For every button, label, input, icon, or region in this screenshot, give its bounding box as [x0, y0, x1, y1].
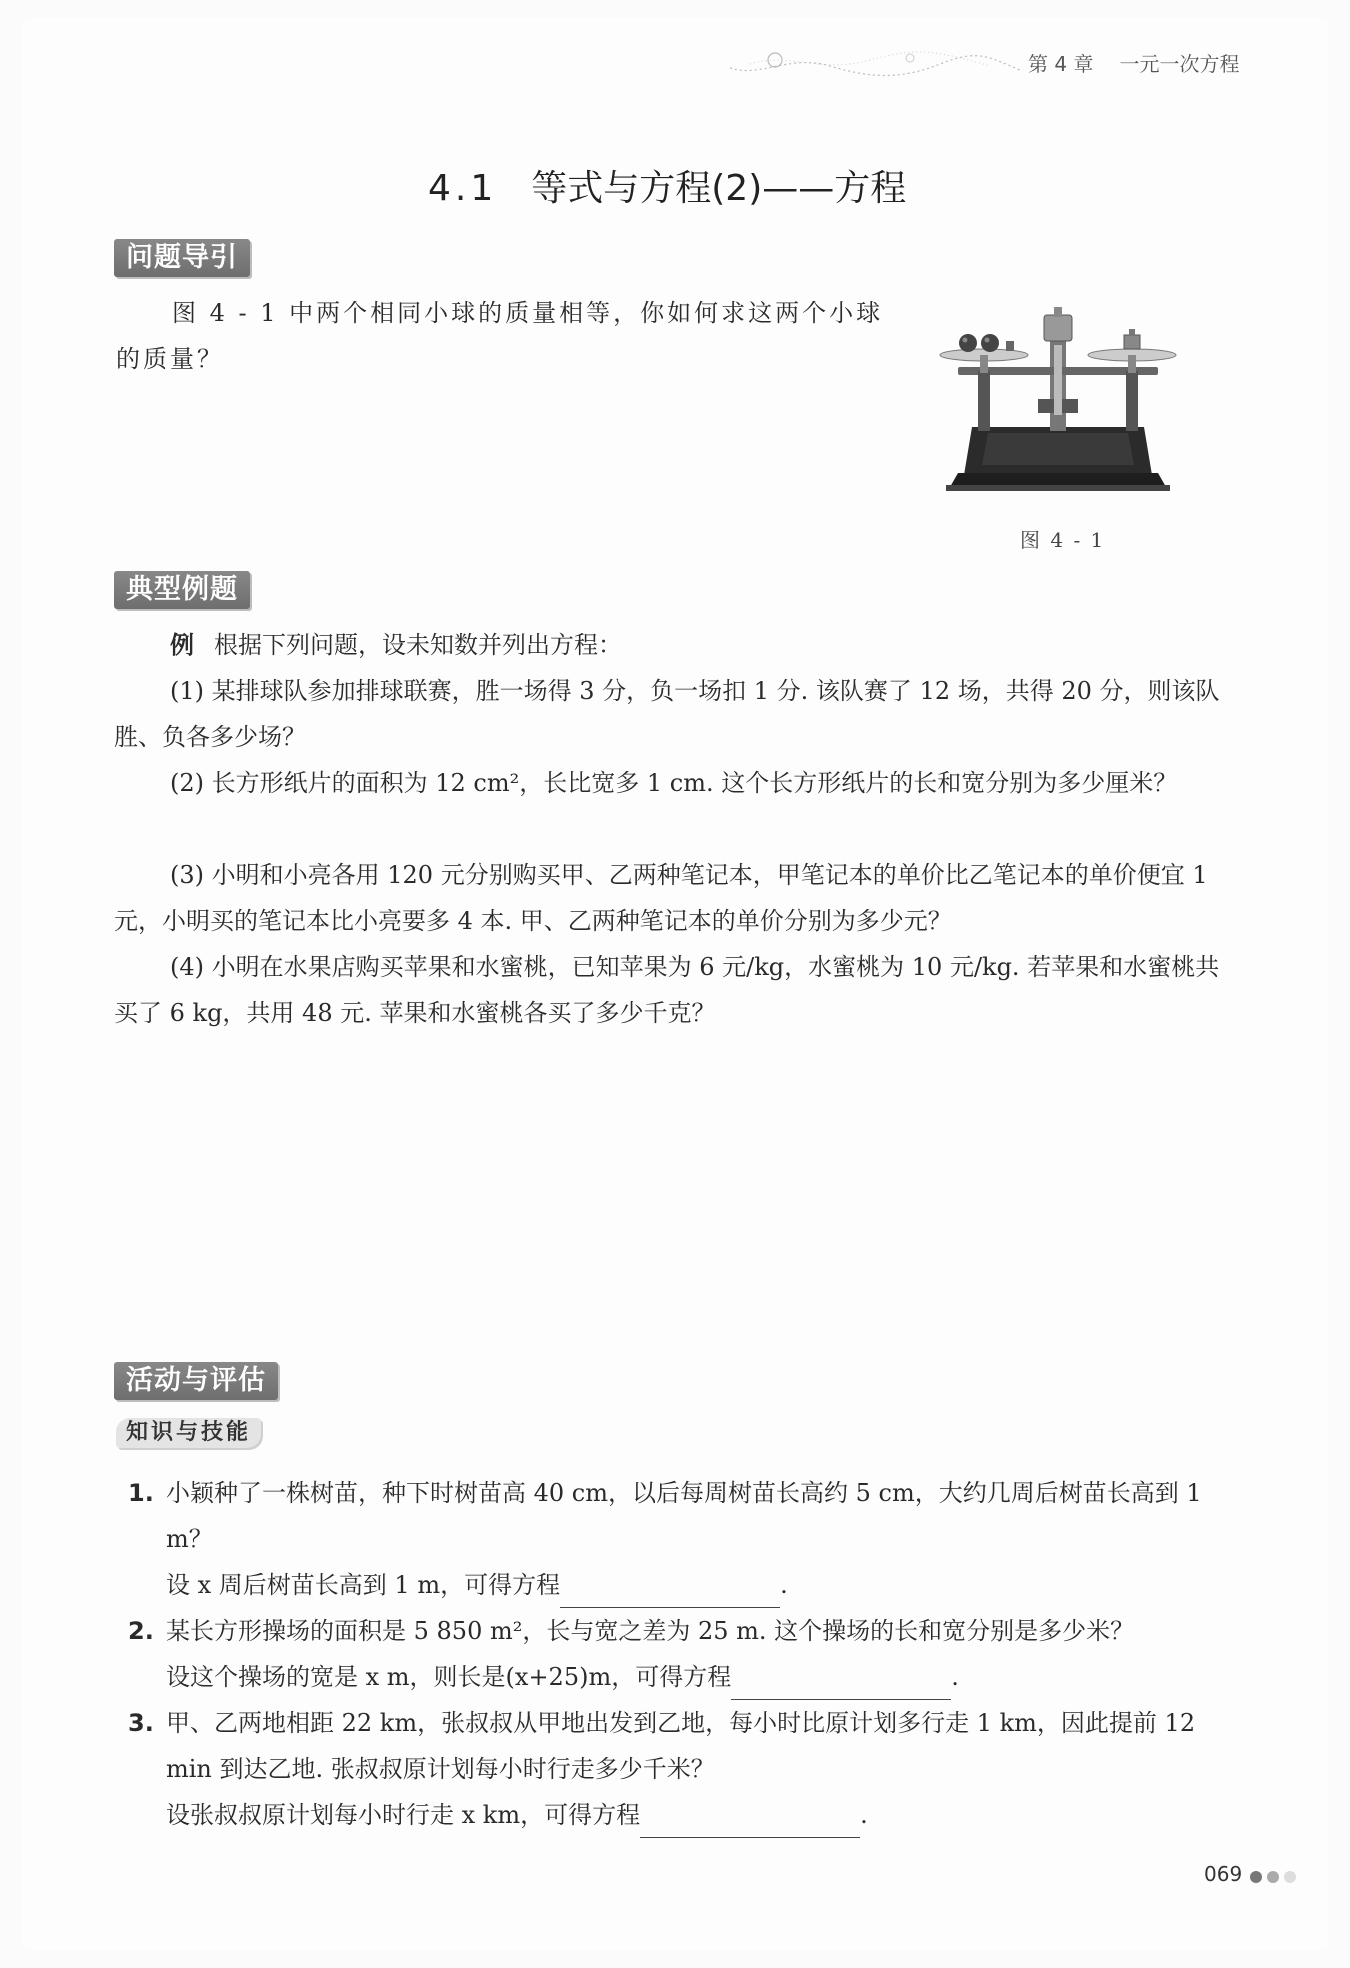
example-lead [170, 622, 622, 668]
question-1-prompt: 设 x 周后树苗长高到 1 m，可得方程 [166, 1571, 561, 1599]
question-3-text: 甲、乙两地相距 22 km，张叔叔从甲地出发到乙地，每小时比原计划多行走 1 km，因此提前 12 min 到达乙地. 张叔叔原计划每小时行走多少千米？ [166, 1709, 1196, 1783]
example-item-3: (3) 小明和小亮各用 120 元分别购买甲、乙两种笔记本，甲笔记本的单价比乙笔记本的单价便宜 1 元，小明买的笔记本比小亮要多 4 本. 甲、乙两种笔记本的单价分别为多少元？ [114, 861, 1208, 935]
question-2-text: 某长方形操场的面积是 5 850 m²，长与宽之差为 25 m. 这个操场的长和宽分别是多少米？ [166, 1617, 1135, 1645]
intro-text-line1: 图 4 - 1 中两个相同小球的质量相等，你如何求这两个小球 [172, 299, 884, 327]
question-2-end: . [951, 1663, 959, 1691]
question-1-end: . [780, 1571, 788, 1599]
figure-caption: 图 4 - 1 [1020, 528, 1106, 552]
page-number: 069 [1204, 1862, 1243, 1886]
lesson-title [428, 160, 906, 211]
answer-blank-3[interactable] [640, 1807, 860, 1838]
page-dots [1250, 1868, 1301, 1887]
chapter-header [1028, 48, 1239, 77]
sub-label-knowledge-skills: 知识与技能 [116, 1418, 261, 1448]
section-label-intro: 问题导引 [114, 239, 250, 277]
question-2-number: 2. [128, 1617, 154, 1645]
balance-scale-image [928, 305, 1188, 495]
header-ornament [730, 44, 1030, 84]
question-2-prompt-line [166, 1654, 959, 1700]
chapter-number: 第 4 章 [1028, 52, 1094, 76]
question-3-prompt: 设张叔叔原计划每小时行走 x km，可得方程 [166, 1801, 641, 1829]
section-label-activity: 活动与评估 [114, 1362, 278, 1400]
intro-text-line2: 的质量？ [116, 345, 224, 373]
question-1-number: 1. [128, 1479, 154, 1507]
page-dot-light [1284, 1871, 1296, 1883]
lesson-title-text: 等式与方程(2)——方程 [531, 168, 907, 209]
question-1-text: 小颖种了一株树苗，种下时树苗高 40 cm，以后每周树苗长高约 5 cm，大约几周后树苗长高到 1 m？ [166, 1479, 1202, 1553]
section-label-example: 典型例题 [114, 571, 250, 609]
lesson-number: 4.1 [428, 168, 498, 209]
chapter-title: 一元一次方程 [1119, 52, 1240, 76]
question-3-prompt-line [166, 1792, 868, 1838]
example-item-2: (2) 长方形纸片的面积为 12 cm²，长比宽多 1 cm. 这个长方形纸片的长和宽分别为多少厘米？ [170, 769, 1178, 797]
page-dot-dark [1250, 1871, 1262, 1883]
page-dot-mid [1267, 1871, 1279, 1883]
question-2-prompt: 设这个操场的宽是 x m，则长是(x+25)m，可得方程 [166, 1663, 732, 1691]
example-item-4: (4) 小明在水果店购买苹果和水蜜桃，已知苹果为 6 元/kg，水蜜桃为 10 元/kg. 若苹果和水蜜桃共买了 6 kg，共用 48 元. 苹果和水蜜桃各买了多少千克？ [114, 953, 1220, 1027]
question-3-number: 3. [128, 1709, 154, 1737]
example-lead-text: 根据下列问题，设未知数并列出方程： [214, 631, 622, 659]
question-3-end: . [860, 1801, 868, 1829]
example-item-1: (1) 某排球队参加排球联赛，胜一场得 3 分，负一场扣 1 分. 该队赛了 12 场，共得 20 分，则该队胜、负各多少场？ [114, 677, 1220, 751]
example-lead-label: 例 [170, 631, 194, 659]
answer-blank-2[interactable] [731, 1669, 951, 1700]
answer-blank-1[interactable] [560, 1577, 780, 1608]
question-1-prompt-line [166, 1562, 788, 1608]
